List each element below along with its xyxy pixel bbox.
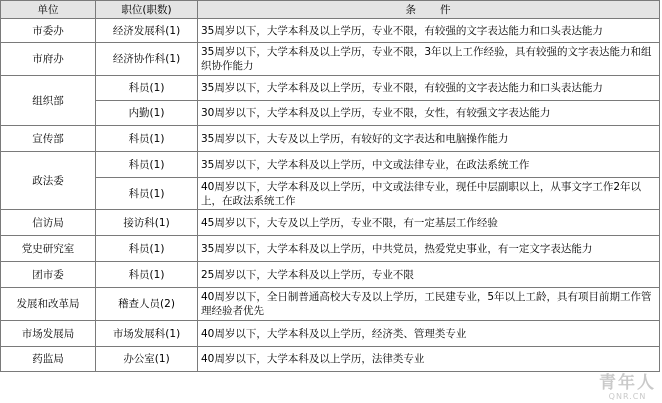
conditions-cell: 45周岁以下，大专及以上学历，专业不限，有一定基层工作经验: [198, 210, 660, 236]
unit-cell: 党史研究室: [1, 236, 96, 262]
unit-cell: 发展和改革局: [1, 288, 96, 321]
watermark-url: QNR.CN: [608, 392, 647, 401]
watermark-title: 青年人: [599, 373, 656, 393]
conditions-cell: 35周岁以下，大学本科及以上学历，中共党员，热爱党史事业，有一定文字表达能力: [198, 236, 660, 262]
table-row: [1, 152, 660, 178]
unit-cell: 药监局: [1, 347, 96, 372]
unit-cell: 信访局: [1, 210, 96, 236]
table-row: [1, 76, 660, 101]
conditions-cell: 35周岁以下，大学本科及以上学历，专业不限，有较强的文字表达能力和口头表达能力: [198, 76, 660, 101]
conditions-cell: 40周岁以下，大学本科及以上学历，法律类专业: [198, 347, 660, 372]
position-cell: 科员(1): [96, 152, 198, 178]
table-row: [1, 262, 660, 288]
unit-cell: 组织部: [1, 76, 96, 126]
unit-cell: 宣传部: [1, 126, 96, 152]
conditions-cell: 30周岁以下，大学本科及以上学历，专业不限，女性，有较强文字表达能力: [198, 101, 660, 126]
conditions-cell: 40周岁以下，大学本科及以上学历，经济类、管理类专业: [198, 321, 660, 347]
header-conditions-label: 条 件: [405, 3, 452, 16]
table-header-row: [1, 1, 660, 19]
position-cell: 接访科(1): [96, 210, 198, 236]
header-unit: 单位: [1, 1, 96, 19]
table-row: [1, 43, 660, 76]
position-cell: 稽查人员(2): [96, 288, 198, 321]
table-row: [1, 210, 660, 236]
conditions-cell: 25周岁以下，大学本科及以上学历，专业不限: [198, 262, 660, 288]
position-cell: 经济协作科(1): [96, 43, 198, 76]
conditions-cell: 40周岁以下，全日制普通高校大专及以上学历，工民建专业，5年以上工龄，具有项目前期工作管理经验者优先: [198, 288, 660, 321]
table-row: [1, 347, 660, 372]
position-cell: 科员(1): [96, 126, 198, 152]
table-row: [1, 321, 660, 347]
conditions-cell: 35周岁以下，大学本科及以上学历，中文或法律专业，在政法系统工作: [198, 152, 660, 178]
position-cell: 科员(1): [96, 178, 198, 210]
header-conditions: [198, 1, 660, 19]
table-row: [1, 236, 660, 262]
position-cell: 科员(1): [96, 76, 198, 101]
table-row: [1, 288, 660, 321]
header-position: 职位(职数): [96, 1, 198, 19]
position-cell: 办公室(1): [96, 347, 198, 372]
unit-cell: 市府办: [1, 43, 96, 76]
conditions-cell: 35周岁以下，大专及以上学历，有较好的文字表达和电脑操作能力: [198, 126, 660, 152]
table-row: [1, 126, 660, 152]
position-cell: 内勤(1): [96, 101, 198, 126]
conditions-cell: 35周岁以下，大学本科及以上学历，专业不限，有较强的文字表达能力和口头表达能力: [198, 19, 660, 43]
position-cell: 科员(1): [96, 236, 198, 262]
table-row: [1, 101, 660, 126]
conditions-cell: 35周岁以下，大学本科及以上学历，专业不限，3年以上工作经验，具有较强的文字表达能力和组织协作能力: [198, 43, 660, 76]
unit-cell: 市委办: [1, 19, 96, 43]
unit-cell: 团市委: [1, 262, 96, 288]
position-cell: 经济发展科(1): [96, 19, 198, 43]
position-cell: 市场发展科(1): [96, 321, 198, 347]
table-row: [1, 178, 660, 210]
position-cell: 科员(1): [96, 262, 198, 288]
table-row: [1, 19, 660, 43]
site-watermark: [599, 374, 656, 401]
conditions-cell: 40周岁以下，大学本科及以上学历，中文或法律专业，现任中层副职以上，从事文字工作2年以上，在政法系统工作: [198, 178, 660, 210]
unit-cell: 市场发展局: [1, 321, 96, 347]
unit-cell: 政法委: [1, 152, 96, 210]
